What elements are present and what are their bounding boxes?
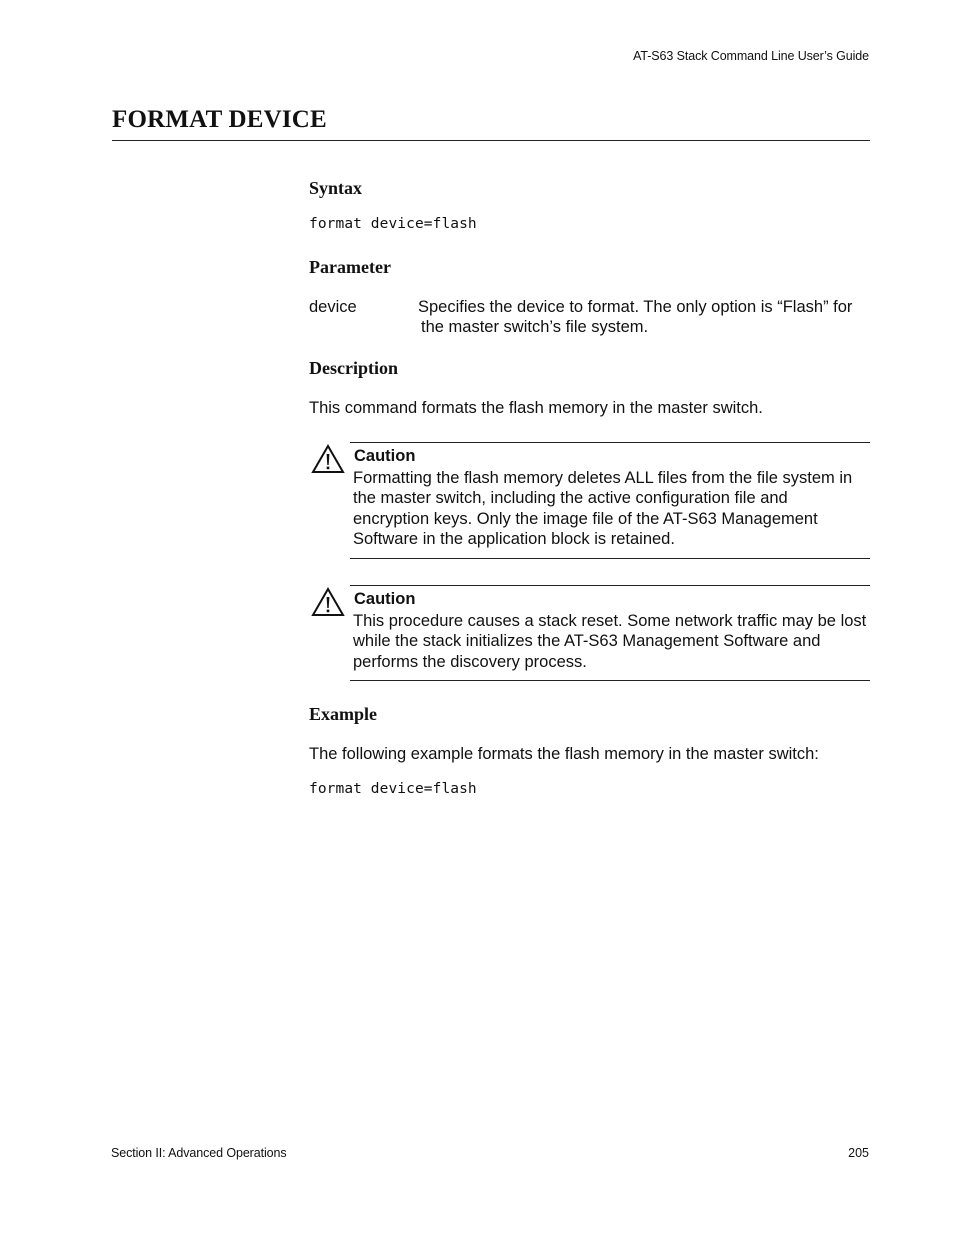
syntax-heading: Syntax <box>309 178 363 198</box>
parameter-name: device <box>309 298 357 316</box>
caution-block-1 <box>309 442 870 559</box>
parameter-description-line1: Specifies the device to format. The only option is “Flash” for <box>418 298 853 316</box>
caution-label: Caution <box>354 590 416 608</box>
footer-page-number: 205 <box>848 1146 869 1160</box>
caution-label: Caution <box>354 447 416 465</box>
caution-box-1 <box>350 442 870 559</box>
parameter-description-line2: the master switch’s file system. <box>421 318 649 337</box>
example-text: The following example formats the flash memory in the master switch: <box>309 745 819 763</box>
syntax-command: format device=flash <box>309 216 477 232</box>
description-text: This command formats the flash memory in the master switch. <box>309 399 763 417</box>
caution-text: This procedure causes a stack reset. Some network traffic may be lost while the stack initializes the AT-S63 Management Software and performs the discovery process. <box>353 612 867 671</box>
example-heading: Example <box>309 704 378 724</box>
page-title: FORMAT DEVICE <box>112 106 327 133</box>
running-header: AT-S63 Stack Command Line User’s Guide <box>633 49 869 63</box>
parameter-heading: Parameter <box>309 257 391 277</box>
footer-section: Section II: Advanced Operations <box>111 1146 287 1160</box>
caution-text: Formatting the flash memory deletes ALL files from the file system in the master switch, including the active configuration file and encryption keys. Only the image file of the AT-S63 Management Software in the application block is retained. <box>353 469 853 549</box>
warning-triangle-icon <box>311 444 345 474</box>
warning-triangle-icon <box>311 587 345 617</box>
parameter-description <box>418 297 873 338</box>
description-heading: Description <box>309 358 398 378</box>
caution-block-2 <box>309 585 870 681</box>
title-rule <box>112 140 870 141</box>
example-command: format device=flash <box>309 781 477 797</box>
caution-box-2 <box>350 585 870 681</box>
